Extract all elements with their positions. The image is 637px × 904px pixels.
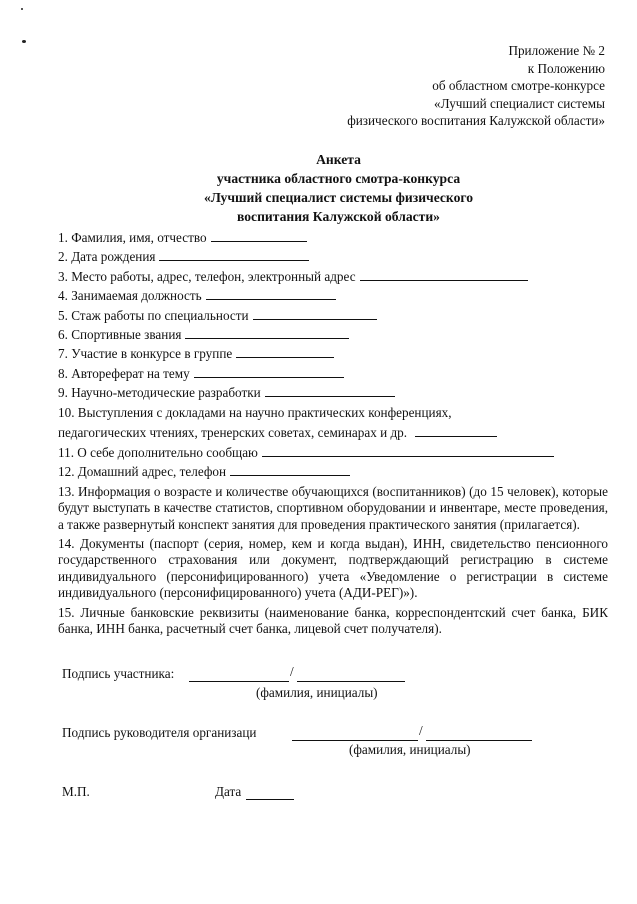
item-13-text: 13. Информация о возрасте и количестве обучающихся (воспитанников) (до 15 человек), которые будут выступать в качестве статистов, спортивном оборудовании и инвентаре, месте проведения, а также развернутый конспект занятия для проведения практического занятия (прилагается).	[58, 483, 608, 532]
item-15-text: 15. Личные банковские реквизиты (наименование банка, корреспондентский счет банка, БИК банка, ИНН банка, расчетный счет банка, лицевой счет получателя).	[58, 604, 608, 636]
annex-line: об областном смотре-конкурсе	[432, 78, 605, 93]
participant-name-line[interactable]	[297, 681, 405, 682]
annex-line: к Положению	[527, 60, 605, 76]
form-item	[58, 286, 608, 305]
fill-line[interactable]	[194, 365, 344, 378]
fill-line[interactable]	[236, 345, 334, 358]
item-label: 8. Автореферат на тему	[58, 365, 190, 381]
fill-line[interactable]	[211, 229, 307, 242]
item-label: 2. Дата рождения	[58, 249, 156, 265]
item-label: 12. Домашний адрес, телефон	[58, 464, 227, 480]
item-label: 3. Место работы, адрес, телефон, электронный адрес	[58, 268, 356, 284]
form-item	[58, 344, 608, 363]
form-item	[58, 443, 608, 462]
fill-line[interactable]	[185, 326, 349, 339]
title-line: «Лучший специалист системы физического	[203, 190, 474, 205]
fill-line[interactable]	[159, 248, 309, 261]
participant-name-hint: (фамилия, инициалы)	[256, 685, 378, 700]
fill-line[interactable]	[360, 268, 528, 281]
item-label: 5. Стаж работы по специальности	[58, 307, 249, 323]
item-label: 4. Занимаемая должность	[58, 288, 202, 304]
head-name-hint: (фамилия, инициалы)	[349, 742, 471, 757]
annex-line: физического воспитания Калужской области»	[347, 113, 605, 128]
form-item	[58, 228, 608, 247]
fill-line[interactable]	[253, 307, 377, 320]
item-14-text: 14. Документы (паспорт (серия, номер, кем и когда выдан), ИНН, свидетельство пенсионного государственного страхования или документ, подтверждающий регистрацию в системе индивидуального (персонифицированного) учета «Уведомление о регистрации в системе индивидуального (персонифицированного) учета (АДИ-РЕГ)»).	[58, 535, 608, 601]
form-item	[58, 364, 608, 383]
annex-line: «Лучший специалист системы	[434, 95, 605, 111]
form-item	[58, 325, 608, 344]
separator-slash: /	[419, 723, 423, 738]
annex-line: Приложение № 2	[508, 43, 605, 58]
title-line: Анкета	[316, 152, 361, 167]
scan-speck	[21, 8, 23, 10]
form-item	[58, 403, 608, 422]
form-item	[58, 422, 608, 443]
title-line: участника областного смотра-конкурса	[216, 171, 461, 186]
form-item	[58, 267, 608, 286]
head-name-line[interactable]	[426, 740, 532, 741]
form-title	[0, 150, 637, 226]
fill-line[interactable]	[415, 424, 497, 437]
item-label: 6. Спортивные звания	[58, 326, 182, 342]
title-line: воспитания Калужской области»	[237, 209, 440, 224]
fill-line[interactable]	[206, 287, 336, 300]
questionnaire-items	[58, 228, 608, 637]
item-label: педагогических чтениях, тренерских советах, семинарах и др.	[58, 424, 408, 440]
participant-signature-line[interactable]	[189, 681, 289, 682]
date-label: Дата	[215, 784, 242, 799]
item-label: 10. Выступления с докладами на научно практических конференциях,	[58, 404, 452, 420]
form-item	[58, 383, 608, 402]
item-label: 7. Участие в конкурсе в группе	[58, 346, 233, 362]
form-item	[58, 462, 608, 481]
fill-line[interactable]	[265, 384, 395, 397]
fill-line[interactable]	[230, 463, 350, 476]
head-signature-line[interactable]	[292, 740, 418, 741]
head-signature-label: Подпись руководителя организаци	[62, 725, 257, 740]
item-label: 11. О себе дополнительно сообщаю	[58, 444, 258, 460]
fill-line[interactable]	[262, 444, 554, 457]
participant-signature-label: Подпись участника:	[62, 666, 175, 681]
item-label: 1. Фамилия, имя, отчество	[58, 230, 207, 245]
item-label: 9. Научно-методические разработки	[58, 385, 261, 401]
stamp-label: М.П.	[62, 784, 90, 799]
scan-speck	[22, 40, 26, 43]
form-item	[58, 247, 608, 266]
separator-slash: /	[290, 664, 294, 679]
form-item	[58, 306, 608, 325]
annex-header	[347, 42, 605, 130]
date-line[interactable]	[246, 799, 294, 800]
